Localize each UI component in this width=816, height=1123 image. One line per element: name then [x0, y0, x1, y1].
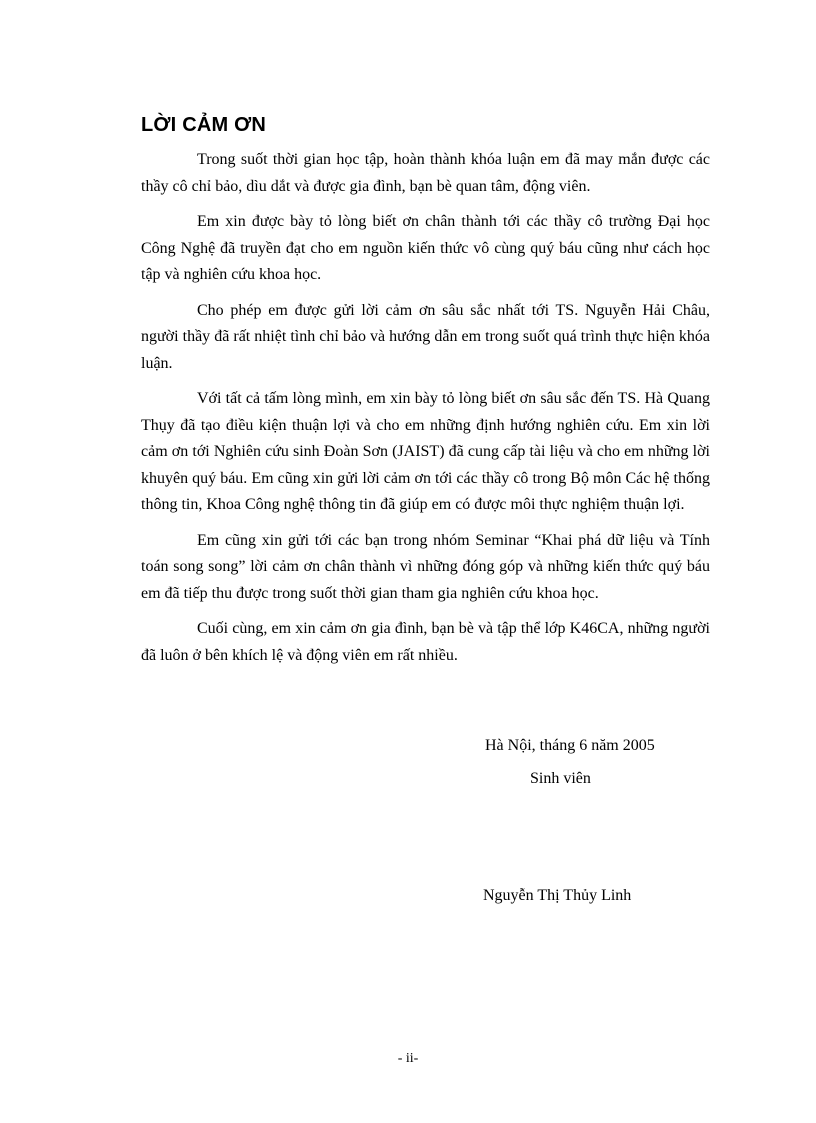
- paragraph: Cho phép em được gửi lời cảm ơn sâu sắc nhất tới TS. Nguyễn Hải Châu, người thầy đã rất nhiệt tình chỉ bảo và hướng dẫn em trong suốt quá trình thực hiện khóa luận.: [141, 301, 710, 372]
- acknowledgement-body: [141, 147, 710, 678]
- page-title: LỜI CẢM ƠN: [141, 114, 266, 136]
- paragraph: Trong suốt thời gian học tập, hoàn thành khóa luận em đã may mắn được các thầy cô chỉ bảo, dìu dắt và được gia đình, bạn bè quan tâm, động viên.: [141, 151, 710, 195]
- page-number: - ii-: [397, 1051, 419, 1066]
- paragraph: Với tất cả tấm lòng mình, em xin bày tỏ lòng biết ơn sâu sắc đến TS. Hà Quang Thụy đã tạo điều kiện thuận lợi và cho em những định hướng nghiên cứu. Em xin lời cảm ơn tới Nghiên cứu sinh Đoàn Sơn (JAIST) đã cung cấp tài liệu và cho em những lời khuyên quý báu. Em cũng xin gửi lời cảm ơn tới các thầy cô trong Bộ môn Các hệ thống thông tin, Khoa Công nghệ thông tin đã giúp em có được môi thực nghiệm thuận lợi.: [141, 390, 710, 513]
- paragraph: Em xin được bày tỏ lòng biết ơn chân thành tới các thầy cô trường Đại học Công Nghệ đã truyền đạt cho em nguồn kiến thức vô cùng quý báu cũng như cách học tập và nghiên cứu khoa học.: [141, 213, 710, 283]
- paragraph: Cuối cùng, em xin cảm ơn gia đình, bạn bè và tập thể lớp K46CA, những người đã luôn ở bên khích lệ và động viên em rất nhiều.: [141, 620, 710, 664]
- paragraph: Em cũng xin gửi tới các bạn trong nhóm Seminar “Khai phá dữ liệu và Tính toán song song” lời cảm ơn chân thành vì những đóng góp và những kiến thức quý báu em đã tiếp thu được trong suốt thời gian tham gia nghiên cứu khoa học.: [141, 531, 710, 602]
- signature-place-date: Hà Nội, tháng 6 năm 2005: [485, 737, 655, 754]
- signature-role: Sinh viên: [530, 770, 591, 787]
- signature-name: Nguyễn Thị Thủy Linh: [483, 887, 632, 904]
